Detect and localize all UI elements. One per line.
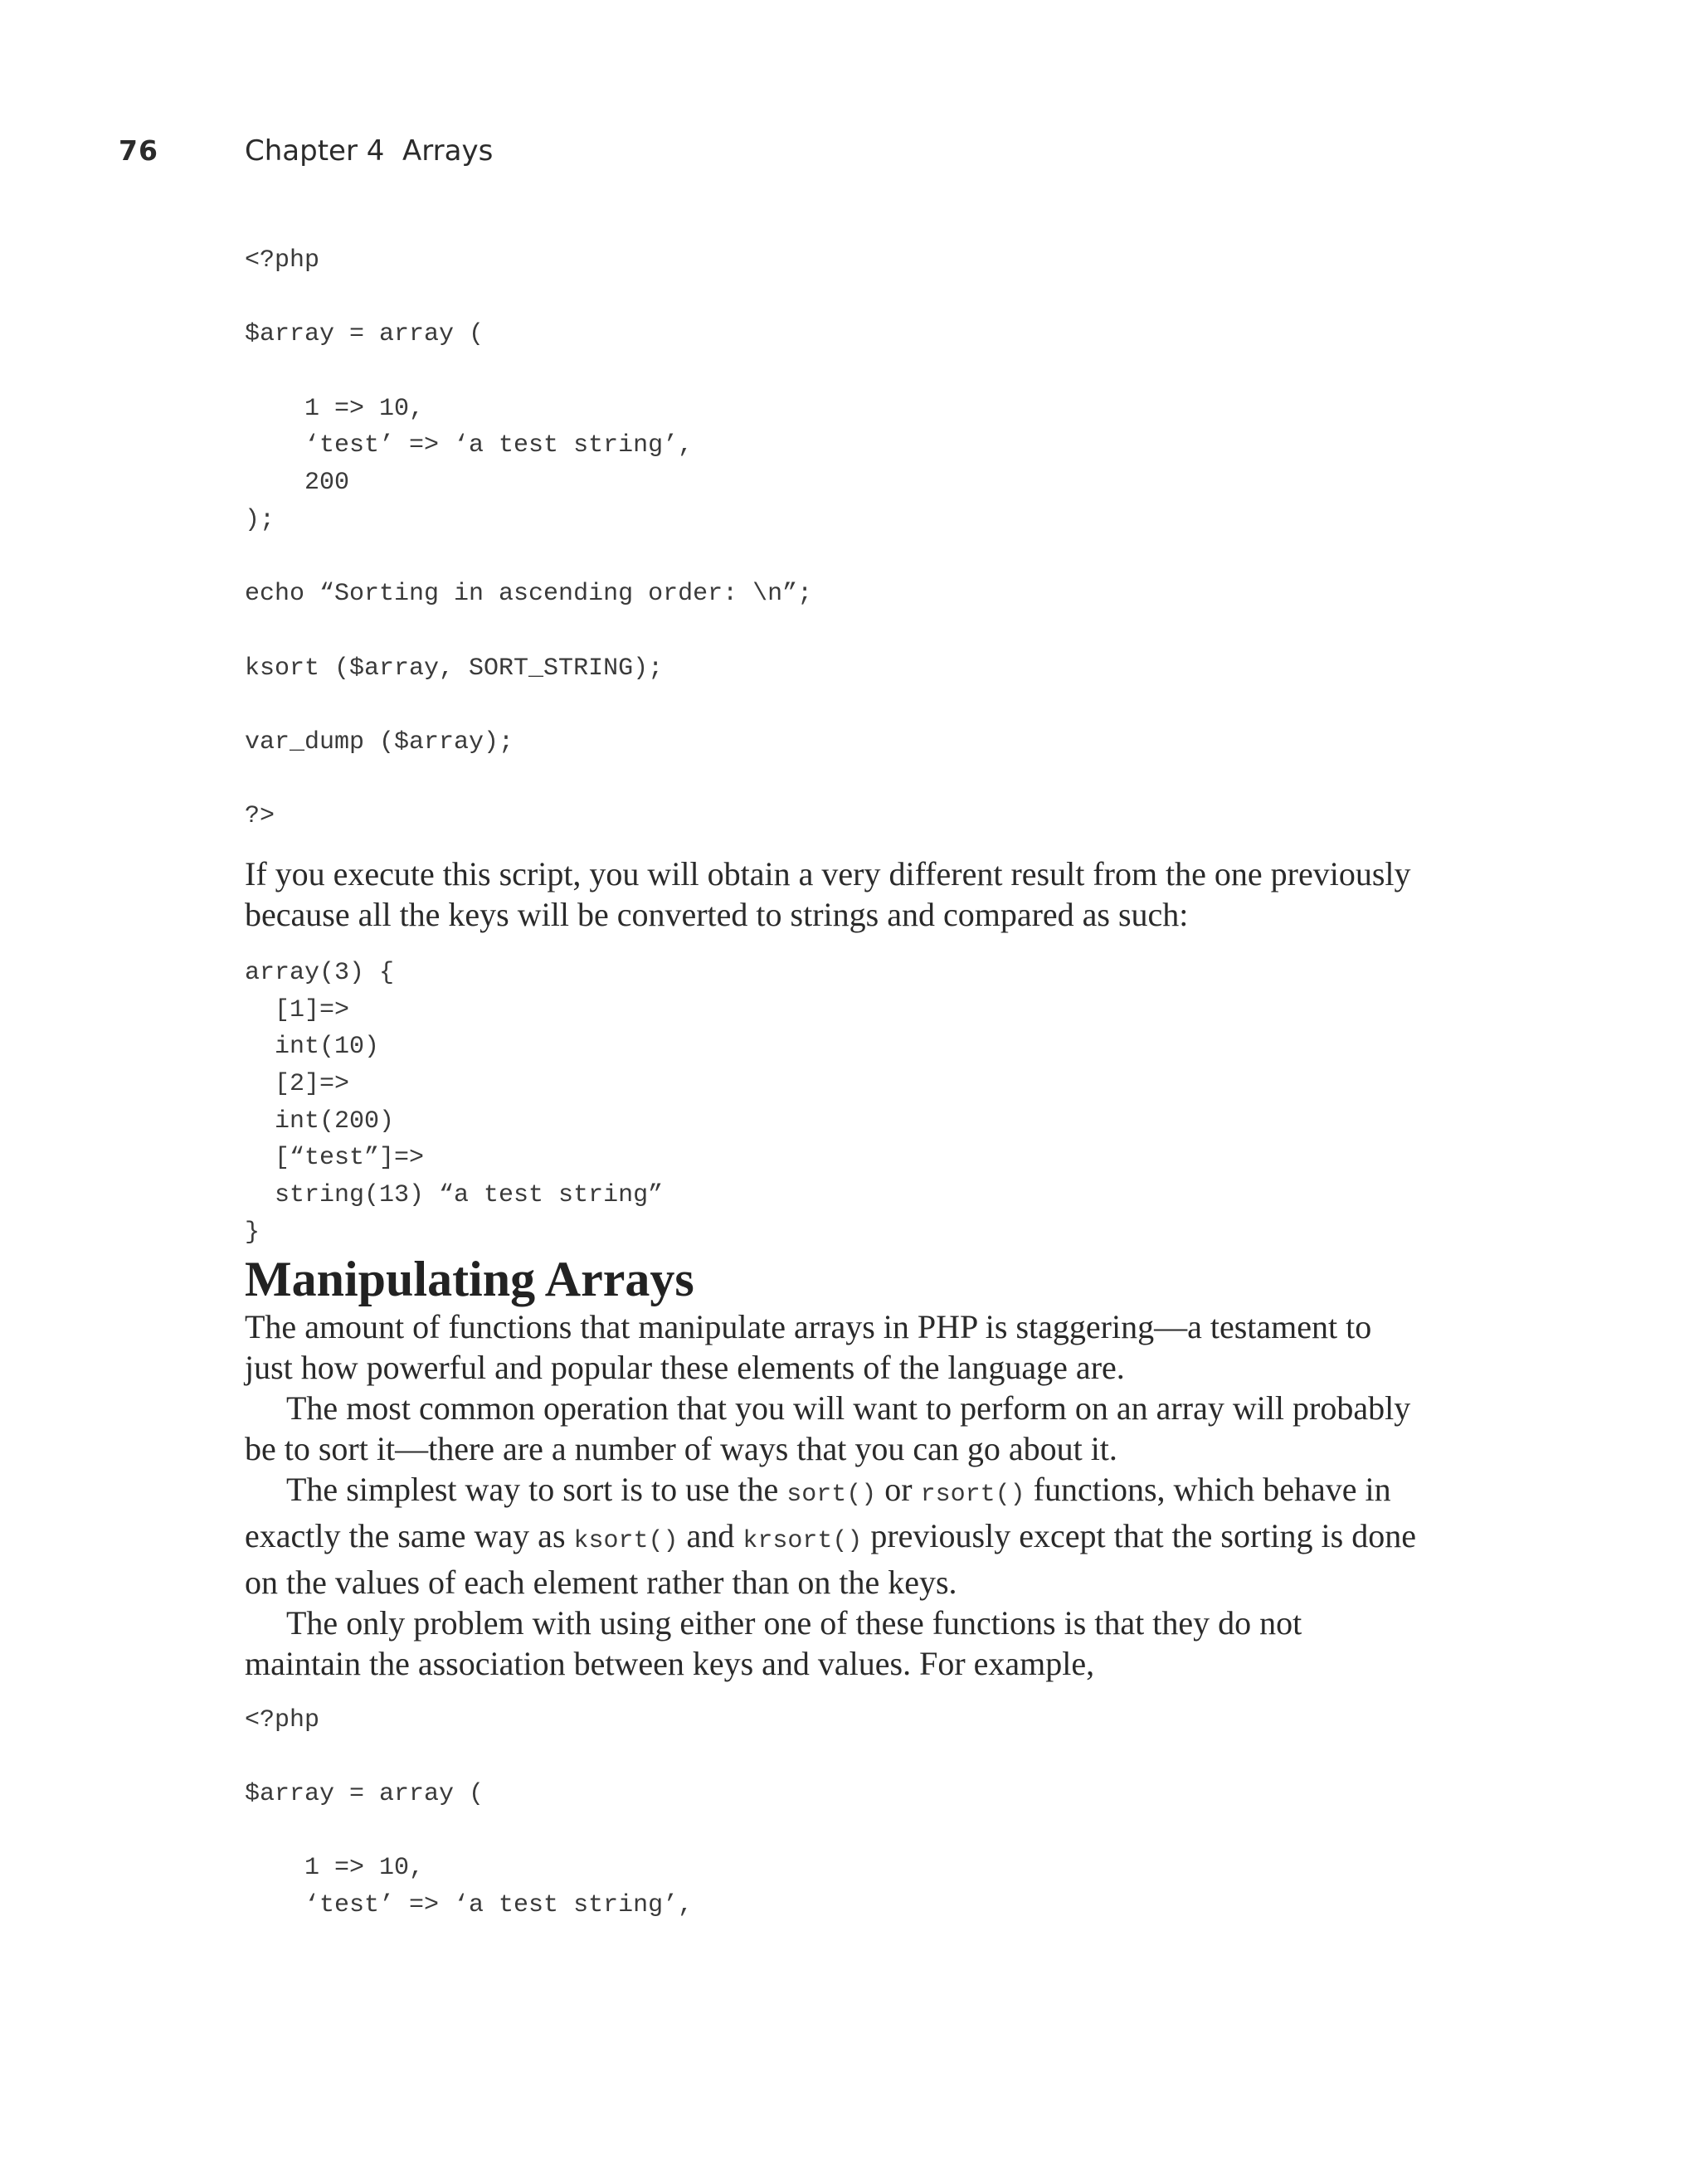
code-line: [245, 539, 1423, 576]
code-line: [1]=>: [245, 995, 350, 1024]
text-run: The simplest way to sort is to use the: [286, 1470, 787, 1508]
code-line: [2]=>: [245, 1070, 350, 1099]
code-line: );: [245, 505, 275, 534]
code-line: int(200): [245, 1107, 395, 1136]
code-line: echo “Sorting in ascending order: \n”;: [245, 580, 813, 609]
code-line: [245, 353, 1423, 391]
code-line: [“test”]=>: [245, 1144, 425, 1173]
code-line: [245, 687, 1423, 724]
paragraph-association-problem: The only problem with using either one of these functions is that they do not maintain the association between keys and values. For example,: [245, 1603, 1302, 1682]
code-line: [245, 761, 1423, 799]
text-run: or: [876, 1470, 921, 1508]
code-line: array(3) {: [245, 959, 395, 987]
code-line: 1 => 10,: [245, 1854, 425, 1883]
code-block-var-dump-output: [245, 955, 1423, 1252]
code-line: <?php: [245, 1705, 320, 1734]
page-number: 76: [119, 134, 158, 167]
code-line: int(10): [245, 1033, 380, 1062]
code-line: [245, 1813, 1423, 1851]
section-heading: Manipulating Arrays: [245, 1251, 694, 1306]
code-line: ksort ($array, SORT_STRING);: [245, 654, 664, 683]
code-line: ?>: [245, 802, 275, 831]
paragraph-sort-functions: [245, 1469, 1423, 1603]
paragraph-result-explanation: If you execute this script, you will obtain a very different result from the one previously because all the keys will be converted to strings and compared as such:: [245, 855, 1411, 933]
code-line: [245, 1739, 1423, 1776]
code-block-ksort-example: [245, 242, 1423, 835]
code-line: ‘test’ => ‘a test string’,: [245, 431, 694, 460]
code-block-sort-example: [245, 1702, 1423, 1924]
code-line: $array = array (: [245, 1779, 484, 1808]
text-run: previously except that the sorting is done on the values of each element rather than on the keys.: [245, 1516, 1416, 1601]
code-line: }: [245, 1218, 260, 1247]
section-body: [245, 1306, 1423, 1684]
chapter-title: Chapter 4 Arrays: [245, 134, 494, 168]
code-line: string(13) “a test string”: [245, 1181, 664, 1210]
inline-code-rsort: rsort(): [920, 1480, 1025, 1509]
inline-code-sort: sort(): [786, 1480, 877, 1509]
code-line: var_dump ($array);: [245, 727, 514, 756]
code-line: 1 => 10,: [245, 394, 425, 423]
inline-code-ksort: ksort(): [573, 1526, 679, 1555]
paragraph-intro: The amount of functions that manipulate arrays in PHP is staggering—a testament to just how powerful and popular these elements of the language are.: [245, 1307, 1372, 1386]
paragraph-sorting: The most common operation that you will want to perform on an array will probably be to sort it—there are a number of ways that you can go about it.: [245, 1389, 1411, 1467]
code-line: $array = array (: [245, 320, 484, 349]
running-head: [0, 131, 1699, 173]
text-run: and: [678, 1516, 743, 1554]
code-line: [245, 613, 1423, 650]
page-content: [245, 242, 1423, 1924]
inline-code-krsort: krsort(): [742, 1526, 863, 1555]
code-line: [245, 280, 1423, 317]
code-line: 200: [245, 469, 350, 498]
code-line: <?php: [245, 246, 320, 275]
text-run: functions, which behave in exactly the same way as: [245, 1470, 1391, 1554]
code-line: ‘test’ => ‘a test string’,: [245, 1890, 694, 1919]
